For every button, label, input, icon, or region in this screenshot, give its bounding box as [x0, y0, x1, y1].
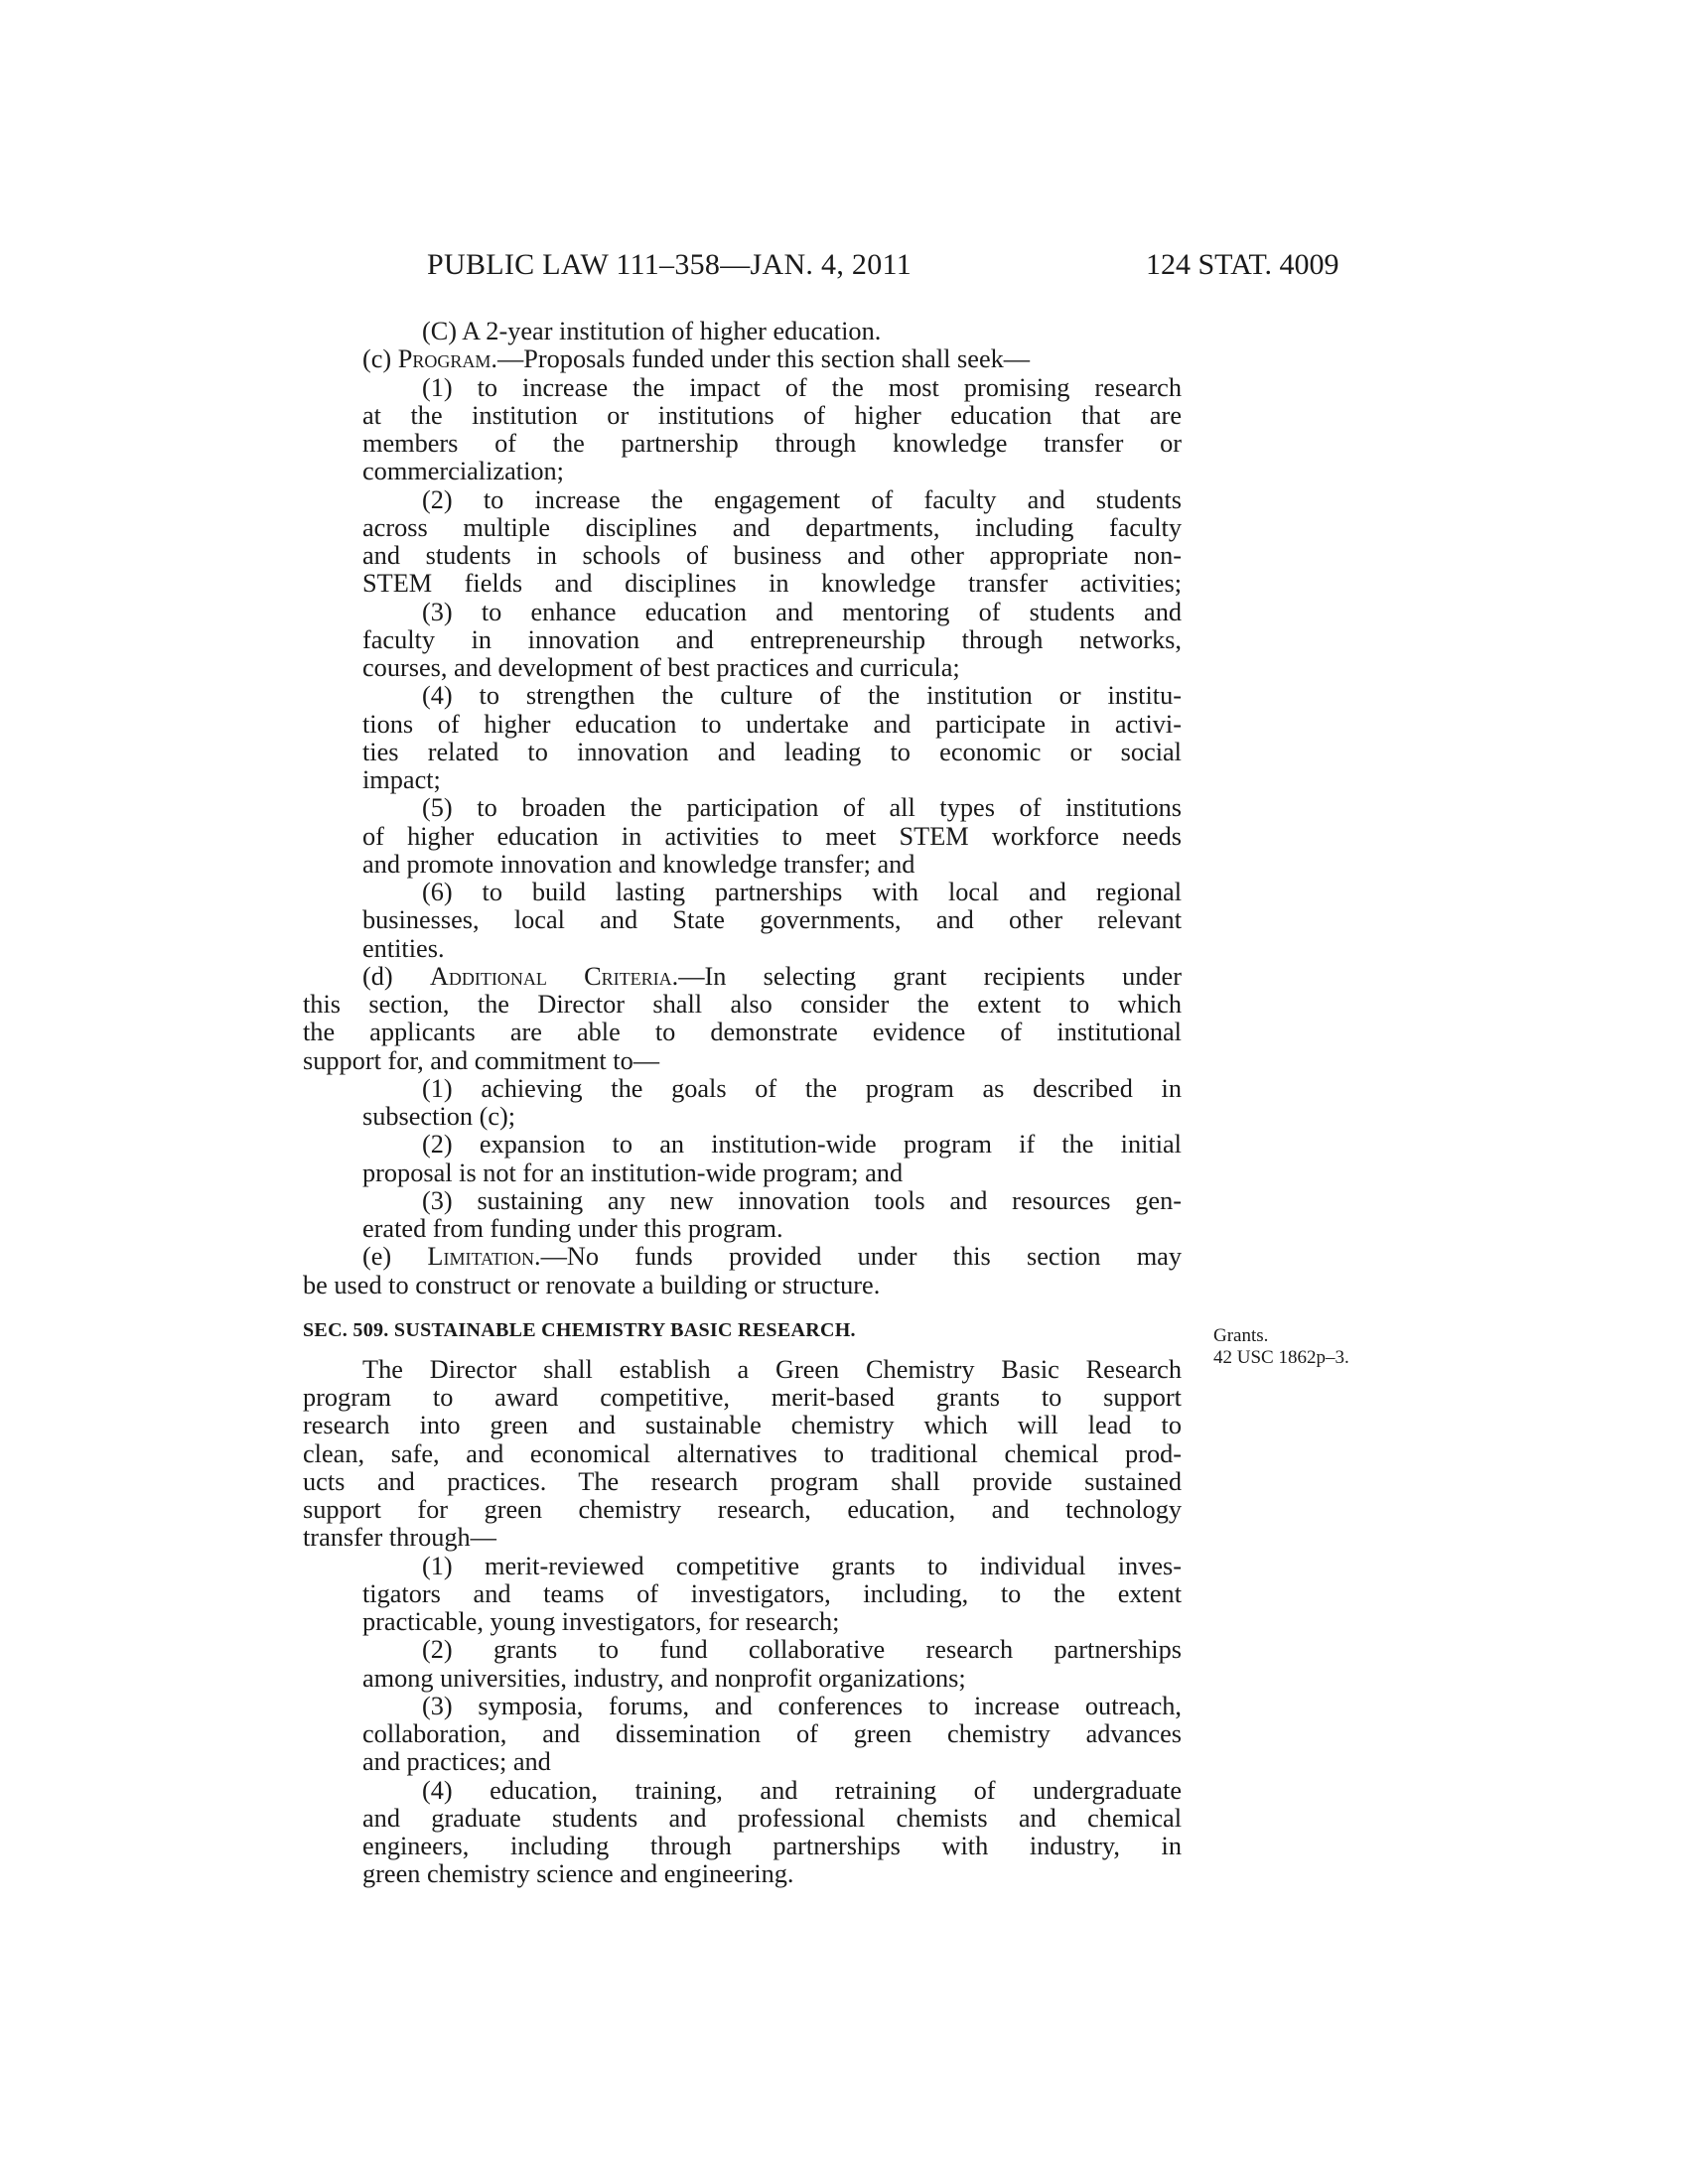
text-line: erated from funding under this program.: [362, 1214, 783, 1243]
text-line: entities.: [362, 933, 445, 963]
text-line: (4) to strengthen the culture of the institution or institu-: [422, 681, 1182, 711]
text-line: (C) A 2-year institution of higher education.: [422, 317, 882, 345]
stat-page-number: 124 STAT. 4009: [1146, 248, 1339, 281]
text-line: program to award competitive, merit-based grants to support: [303, 1383, 1182, 1412]
subsection-d-heading: [303, 963, 1182, 991]
text-line: among universities, industry, and nonprofit organizations;: [362, 1663, 966, 1693]
text-line: members of the partnership through knowledge transfer or: [362, 429, 1182, 458]
subsection-text: —In selecting grant recipients under: [678, 961, 1182, 991]
text-line: impact;: [362, 765, 441, 794]
text-line: and promote innovation and knowledge transfer; and: [362, 849, 915, 879]
text-line: The Director shall establish a Green Chemistry Basic Research: [362, 1354, 1182, 1384]
text-line: support for green chemistry research, education, and technology: [303, 1495, 1182, 1524]
text-line: (3) sustaining any new innovation tools and resources gen-: [422, 1185, 1182, 1215]
text-line: (5) to broaden the participation of all types of institutions: [422, 793, 1182, 823]
text-line: ties related to innovation and leading to economic or social: [362, 737, 1182, 766]
text-line: commercialization;: [362, 457, 564, 486]
text-line: support for, and commitment to—: [303, 1045, 660, 1075]
text-line: and practices; and: [362, 1747, 551, 1777]
text-line: businesses, local and State governments, and other relevant: [362, 905, 1182, 935]
text-line: tions of higher education to undertake and participate in activi-: [362, 709, 1182, 739]
text-line: green chemistry science and engineering.: [362, 1859, 794, 1889]
text-line: practicable, young investigators, for research;: [362, 1607, 840, 1636]
subsection-caption: Program.: [397, 344, 497, 374]
text-line: of higher education in activities to meet STEM workforce needs: [362, 821, 1182, 851]
subsection-caption: Additional Criteria.: [429, 961, 679, 991]
text-line: subsection (c);: [362, 1102, 516, 1131]
text-line: the applicants are able to demonstrate evidence of institutional: [303, 1018, 1182, 1047]
text-line: (2) expansion to an institution-wide program if the initial: [422, 1130, 1182, 1160]
text-line: collaboration, and dissemination of green chemistry advances: [362, 1719, 1182, 1748]
text-line: (2) grants to fund collaborative research partnerships: [422, 1635, 1182, 1665]
text-line: this section, the Director shall also consider the extent to which: [303, 990, 1182, 1019]
text-line: (1) to increase the impact of the most promising research: [422, 372, 1182, 402]
text-line: and students in schools of business and other appropriate non-: [362, 541, 1182, 570]
margin-note: [1213, 1325, 1349, 1369]
text-line: (6) to build lasting partnerships with local and regional: [422, 878, 1182, 906]
subsection-text: —No funds provided under this section may: [540, 1242, 1182, 1272]
subsection-c-heading: [303, 345, 1182, 373]
text-line: be used to construct or renovate a building or structure.: [303, 1270, 881, 1299]
text-line: courses, and development of best practices and curricula;: [362, 653, 960, 682]
page-body: [303, 318, 1182, 1889]
text-line: at the institution or institutions of higher education that are: [362, 400, 1182, 430]
text-line: (2) to increase the engagement of faculty and students: [422, 484, 1182, 514]
text-line: clean, safe, and economical alternatives to traditional chemical prod-: [303, 1438, 1182, 1468]
text-line: and graduate students and professional chemists and chemical: [362, 1803, 1182, 1833]
section-509-heading: SEC. 509. SUSTAINABLE CHEMISTRY BASIC RESEARCH.: [303, 1318, 856, 1341]
running-head: PUBLIC LAW 111–358—JAN. 4, 2011: [427, 248, 913, 281]
margin-note-grants: Grants.: [1213, 1325, 1269, 1346]
margin-note-usc-cite: 42 USC 1862p–3.: [1213, 1347, 1349, 1368]
text-line: ucts and practices. The research program shall provide sustained: [303, 1466, 1182, 1496]
text-line: STEM fields and disciplines in knowledge transfer activities;: [362, 569, 1182, 599]
text-line: engineers, including through partnerships with industry, in: [362, 1832, 1182, 1860]
text-line: (4) education, training, and retraining of undergraduate: [422, 1775, 1182, 1805]
text-line: proposal is not for an institution-wide program; and: [362, 1158, 904, 1187]
subsection-e-heading: [303, 1243, 1182, 1271]
text-line: tigators and teams of investigators, including, to the extent: [362, 1578, 1182, 1608]
subsection-label: (e): [362, 1242, 428, 1272]
text-line: (1) merit-reviewed competitive grants to individual inves-: [422, 1551, 1182, 1580]
subsection-label: (d): [362, 961, 430, 991]
subsection-label: (c): [362, 344, 398, 374]
text-line: (3) to enhance education and mentoring of students and: [422, 597, 1182, 626]
text-line: research into green and sustainable chemistry which will lead to: [303, 1411, 1182, 1440]
text-line: transfer through—: [303, 1523, 496, 1553]
text-line: (3) symposia, forums, and conferences to increase outreach,: [422, 1691, 1182, 1720]
text-line: (1) achieving the goals of the program as described in: [422, 1073, 1182, 1103]
subsection-text: —Proposals funded under this section shall seek—: [496, 344, 1031, 374]
text-line: across multiple disciplines and departments, including faculty: [362, 512, 1182, 542]
text-line: faculty in innovation and entrepreneurship through networks,: [362, 624, 1182, 654]
subsection-caption: Limitation.: [427, 1242, 541, 1272]
